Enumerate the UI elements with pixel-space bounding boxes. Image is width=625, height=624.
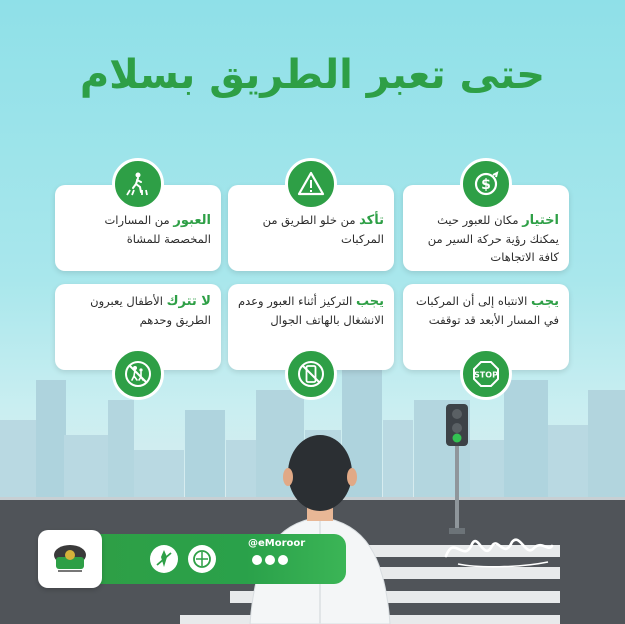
signature-logo [438, 526, 558, 572]
card-text: الأطفال يعبرون الطريق وحدهم [90, 294, 211, 328]
traffic-dept-seal-icon [38, 530, 102, 588]
traffic-light [446, 404, 468, 538]
ministry-emblem-icon [150, 545, 178, 573]
ministry-interior-emblem-icon [188, 545, 216, 573]
svg-text:$: $ [481, 177, 491, 193]
pedestrian-figure [245, 415, 395, 624]
facebook-icon [265, 555, 275, 565]
card-text: مكان للعبور حيث يمكنك رؤية حركة السير من كافة الاتجاهات [427, 213, 559, 264]
card-highlight: يجب [530, 294, 559, 309]
youtube-icon [278, 555, 288, 565]
svg-text:STOP: STOP [474, 370, 498, 380]
card-text: من خلو الطريق من المركبات [262, 213, 384, 247]
pedestrian-crossing-icon [112, 158, 164, 210]
dollar-arrow-icon [460, 158, 512, 210]
card-text: الانتباه إلى أن المركبات في المسار الأبعد قد توقفت [416, 294, 559, 328]
page-title: حتى تعبر الطريق بسلام [79, 52, 546, 98]
card-text: التركيز أثناء العبور وعدم الانشغال بالهاتف الجوال [237, 294, 384, 328]
card-highlight: تأكد [359, 213, 384, 228]
twitter-icon [252, 555, 262, 565]
card-highlight: العبور [173, 213, 211, 228]
footer-green-band [96, 534, 346, 584]
card-highlight: يجب [355, 294, 384, 309]
social-handle: @eMoroor [248, 538, 306, 549]
card-text: من المسارات المخصصة للمشاة [104, 213, 211, 247]
card-highlight: اختيار [522, 213, 559, 228]
card-highlight: لا تترك [166, 294, 211, 309]
stop-sign-icon [460, 348, 512, 400]
no-phone-icon [285, 348, 337, 400]
no-children-icon [112, 348, 164, 400]
warning-triangle-icon [285, 158, 337, 210]
